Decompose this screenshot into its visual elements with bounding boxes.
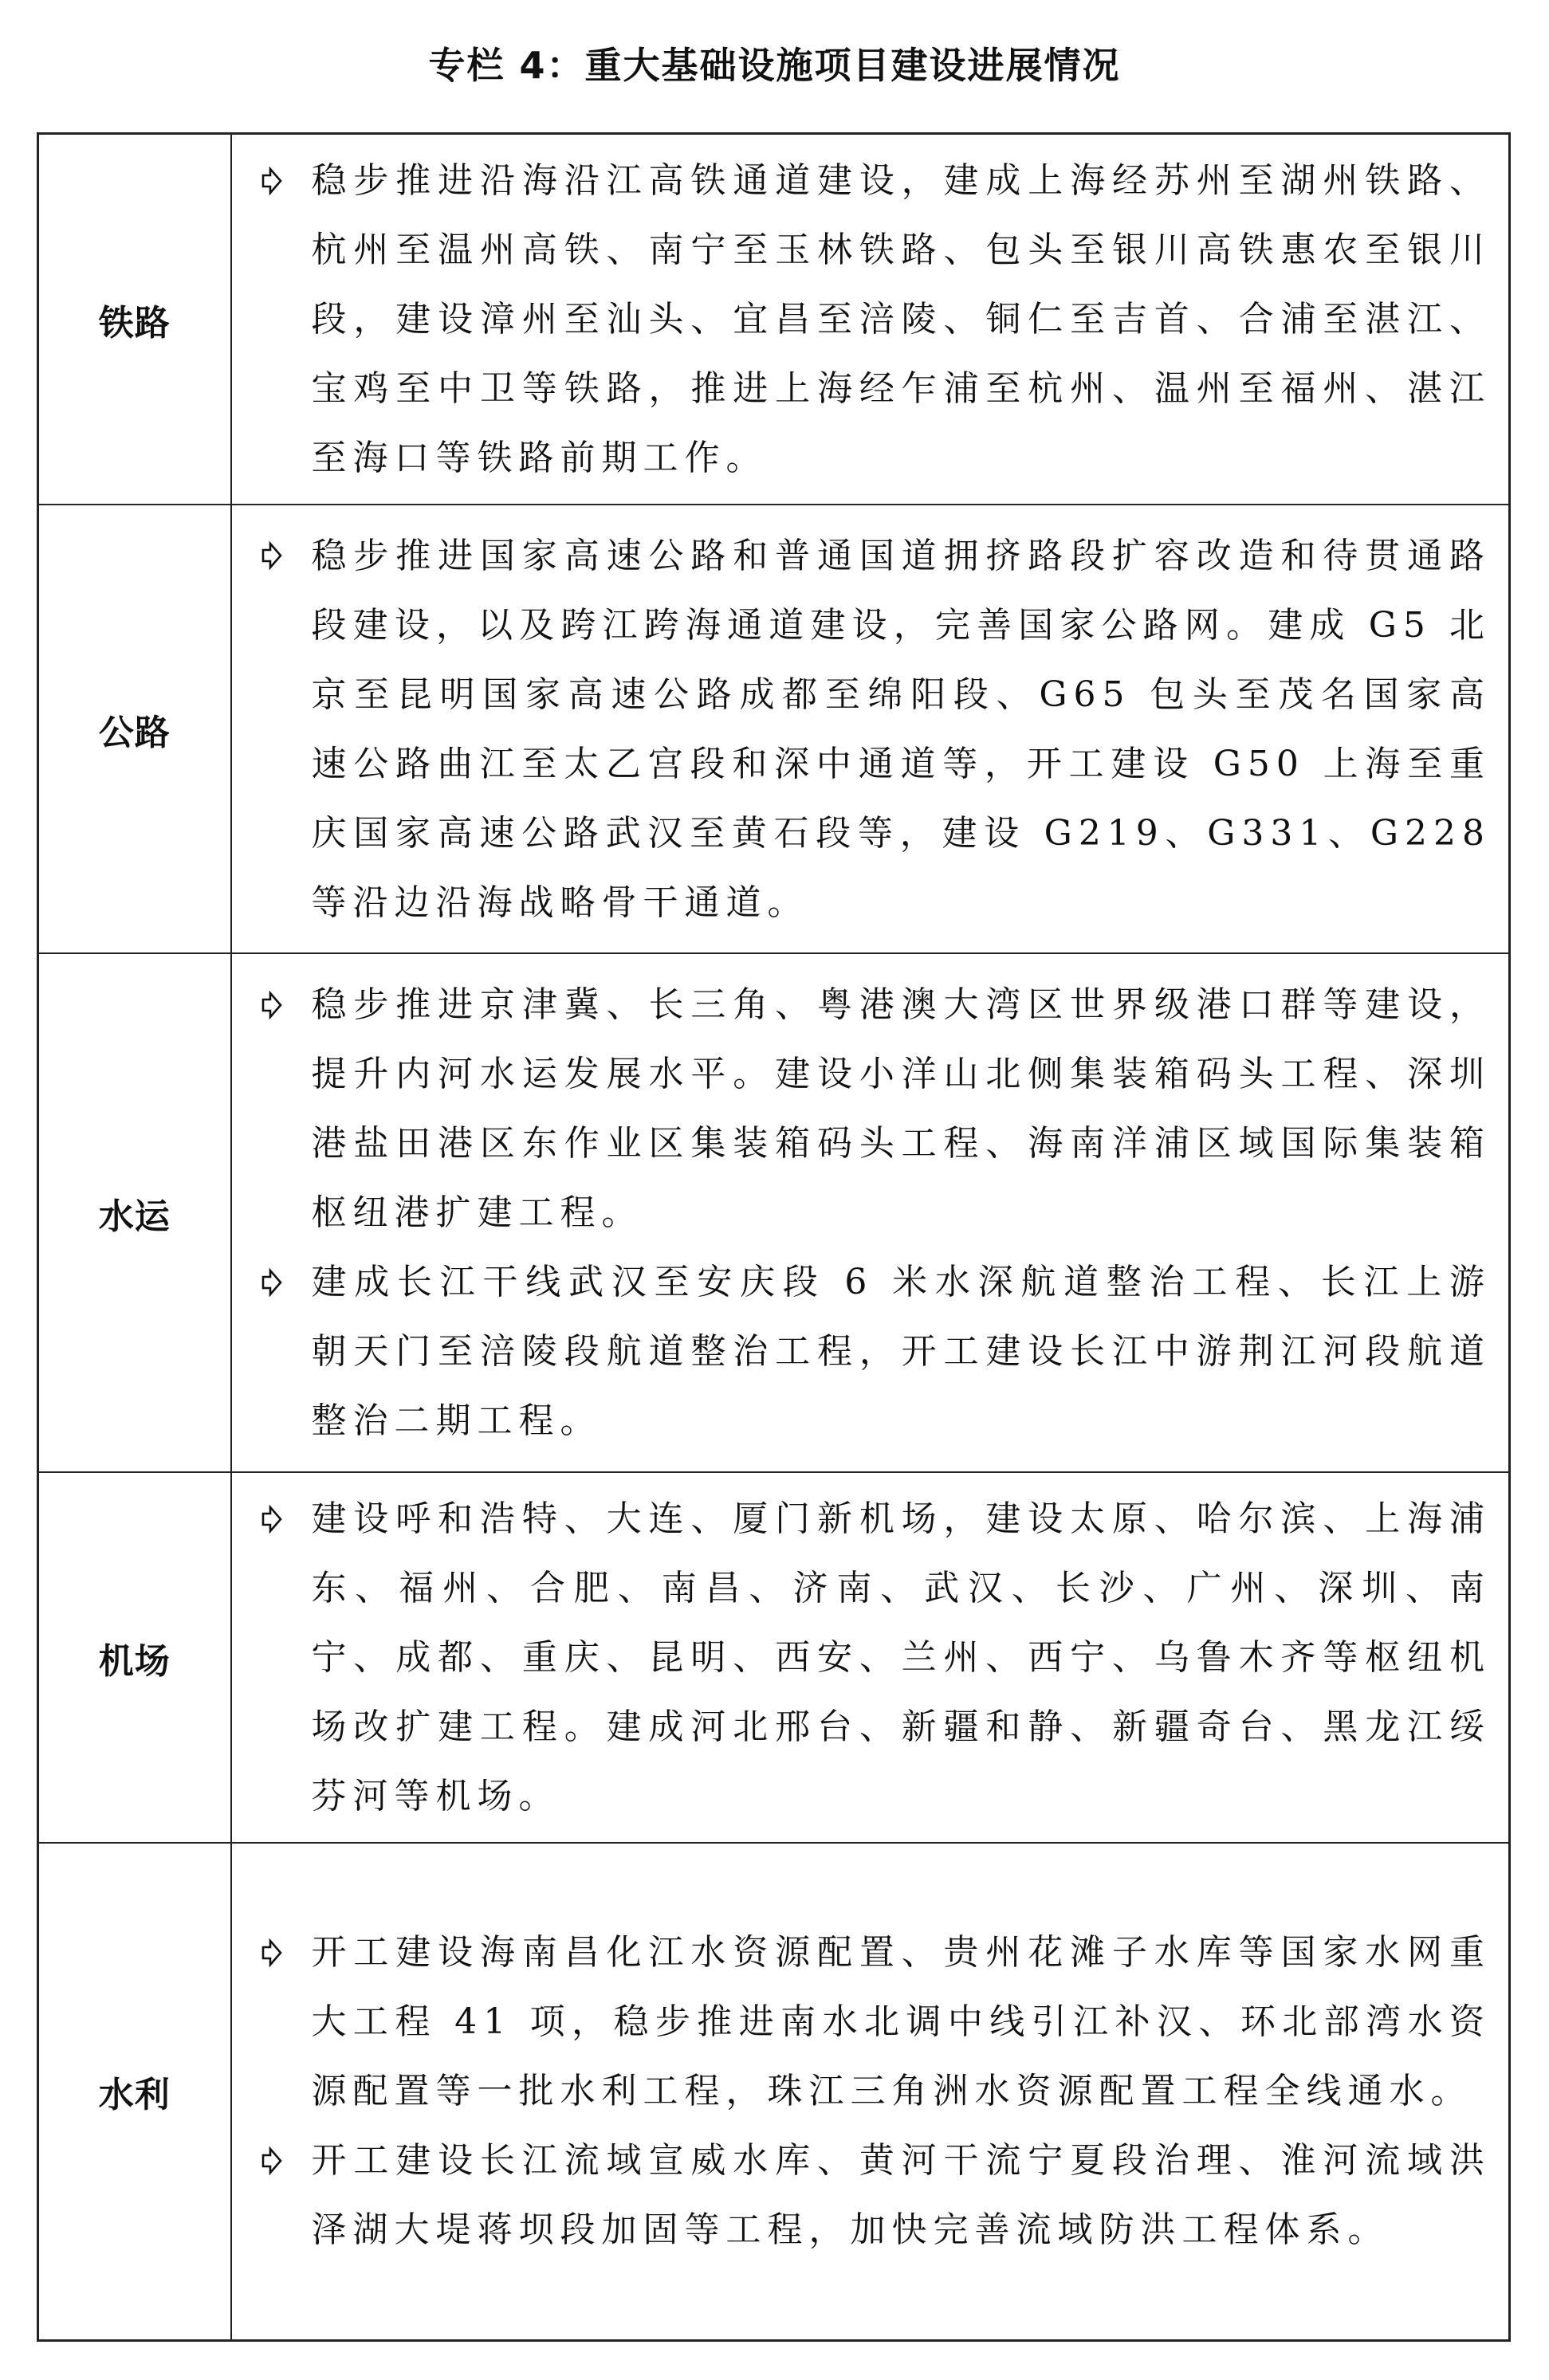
- table-row-airport: [38, 1472, 1510, 1843]
- category-cell: 水利: [38, 1843, 231, 2340]
- content-cell: [231, 953, 1510, 1472]
- item-text: 建成长江干线武汉至安庆段 6 米水深航道整治工程、长江上游朝天门至涪陵段航道整治工程，开工建设长江中游荆江河段航道整治二期工程。: [311, 1262, 1491, 1441]
- list-item: [232, 1918, 1492, 2126]
- item-text: 开工建设长江流域宣威水库、黄河干流宁夏段治理、淮河流域洪泽湖大堤蒋坝段加固等工程，加快完善流域防洪工程体系。: [311, 2140, 1491, 2251]
- table-row-waterway: [38, 953, 1510, 1472]
- table-row-highway: [38, 505, 1510, 953]
- page-title: 专栏 4：重大基础设施项目建设进展情况: [428, 44, 1121, 87]
- outlined-arrow-right-icon: [232, 1484, 312, 1553]
- list-item: [232, 1484, 1492, 1831]
- table-row-water-conservancy: [38, 1843, 1510, 2340]
- list-item: [232, 146, 1492, 493]
- outlined-arrow-right-icon: [232, 970, 312, 1039]
- table-row-railway: [38, 134, 1510, 505]
- outlined-arrow-right-icon: [232, 1247, 312, 1317]
- projects-table: [37, 132, 1511, 2342]
- category-cell: 水运: [38, 953, 231, 1472]
- outlined-arrow-right-icon: [232, 1918, 312, 1987]
- category-cell: 机场: [38, 1472, 231, 1843]
- outlined-arrow-right-icon: [232, 2126, 312, 2195]
- item-text: 稳步推进国家高速公路和普通国道拥挤路段扩容改造和待贯通路段建设，以及跨江跨海通道建设，完善国家公路网。建成 G5 北京至昆明国家高速公路成都至绵阳段、G65 包头至茂名国家高速公路曲江至太乙宫段和深中通道等，开工建设 G50 上海至重庆国家高速公路武汉至黄石段等，建设 G219、G331、G228 等沿边沿海战略骨干通道。: [311, 535, 1491, 923]
- item-text: 开工建设海南昌化江水资源配置、贵州花滩子水库等国家水网重大工程 41 项，稳步推进南水北调中线引江补汉、环北部湾水资源配置等一批水利工程，珠江三角洲水资源配置工程全线通水。: [311, 1932, 1491, 2112]
- category-cell: 公路: [38, 505, 231, 953]
- content-cell: [231, 134, 1510, 505]
- outlined-arrow-right-icon: [232, 146, 312, 215]
- content-cell: [231, 505, 1510, 953]
- content-cell: [231, 1472, 1510, 1843]
- item-text: 稳步推进京津冀、长三角、粤港澳大湾区世界级港口群等建设，提升内河水运发展水平。建设小洋山北侧集装箱码头工程、深圳港盐田港区东作业区集装箱码头工程、海南洋浦区域国际集装箱枢纽港扩建工程。: [311, 984, 1491, 1233]
- list-item: [232, 1247, 1492, 1455]
- item-text: 稳步推进沿海沿江高铁通道建设，建成上海经苏州至湖州铁路、杭州至温州高铁、南宁至玉林铁路、包头至银川高铁惠农至银川段，建设漳州至汕头、宜昌至涪陵、铜仁至吉首、合浦至湛江、宝鸡至中卫等铁路，推进上海经乍浦至杭州、温州至福州、湛江至海口等铁路前期工作。: [311, 160, 1491, 478]
- content-cell: [231, 1843, 1510, 2340]
- list-item: [232, 970, 1492, 1247]
- category-cell: 铁路: [38, 134, 231, 505]
- item-text: 建设呼和浩特、大连、厦门新机场，建设太原、哈尔滨、上海浦东、福州、合肥、南昌、济南、武汉、长沙、广州、深圳、南宁、成都、重庆、昆明、西安、兰州、西宁、乌鲁木齐等枢纽机场改扩建工程。建成河北邢台、新疆和静、新疆奇台、黑龙江绥芬河等机场。: [311, 1498, 1491, 1816]
- outlined-arrow-right-icon: [232, 521, 312, 591]
- list-item: [232, 2126, 1492, 2264]
- list-item: [232, 521, 1492, 937]
